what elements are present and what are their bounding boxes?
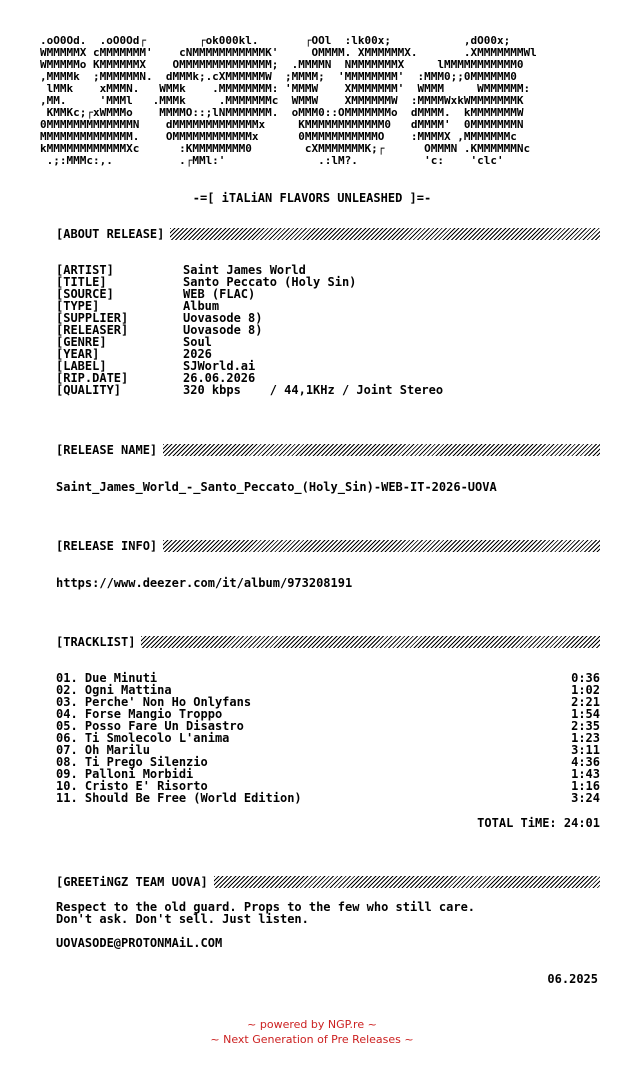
track-row: [56, 792, 600, 804]
track-title: 11. Should Be Free (World Edition): [56, 791, 302, 805]
greetings-heading: [GREETiNGZ TEAM UOVA]: [56, 875, 208, 889]
track-duration: 1:43: [571, 767, 600, 781]
release-name-header: [56, 443, 600, 457]
total-time: TOTAL TiME: 24:01: [477, 816, 600, 830]
tracklist: [56, 672, 600, 804]
about-release-table: [56, 264, 443, 396]
about-row: [56, 324, 443, 336]
track-title: 10. Cristo E' Risorto: [56, 779, 208, 793]
track-title: 01. Due Minuti: [56, 671, 158, 685]
about-value: Album: [183, 299, 220, 313]
track-duration: 2:21: [571, 695, 600, 709]
section-divider-pattern: [141, 636, 600, 648]
about-key: [QUALITY]: [56, 383, 122, 397]
track-duration: 3:24: [571, 791, 600, 805]
section-divider-pattern: [214, 876, 600, 888]
about-value: Santo Peccato (Holy Sin): [183, 275, 357, 289]
release-name-value: Saint_James_World_-_Santo_Peccato_(Holy_Sin)-WEB-IT-2026-UOVA: [56, 480, 497, 494]
about-release-header: [56, 227, 600, 241]
track-title: 05. Posso Fare Un Disastro: [56, 719, 244, 733]
ascii-logo: .oO0Od. .oO0Od┌ ┌ok000kl. ┌OOl :lk00x; ,dO00x; WMMMMMX cMMMMMMM' cNMMMMMMMMMMMK' OMMMM. XMMMMMMX. .XMMMMMMMWl WMMMMMo KMMMMMMX OMMMMMMMMMMMMMM; .MMMMN NMMMMMMMX lMMMMMMMMMMM0 ,MMMMk ;MMMMMMN. dMMMk;.cXMMMMMMW ;MMMM; 'MMMMMMMM' :MMM0;;0MMMMMM0 lMMk xMMMN. WMMk .MMMMMMMM: 'MMMW XMMMMMMM' WMMM WMMMMMM: ,MM. 'MMMl .MMMk .MMMMMMMc WMMW XMMMMMMW :MMMMWxkWMMMMMMMK KMMKc;┌xWMMMo MMMMO::;lNMMMMMMM. oMMM0::OMMMMMMMo dMMMM. kMMMMMMMW 0MMMMMMMMMMMMMN dMMMMMMMMMMMMMx KMMMMMMMMMMMM0 dMMMM' 0MMMMMMMN MMMMMMMMMMMMMM. OMMMMMMMMMMMMx 0MMMMMMMMMMMO :MMMMX ,MMMMMMMc kMMMMMMMMMMMMXc :KMMMMMMMM0 cXMMMMMMMK;┌ OMMMN .KMMMMMMNc .;:MMMc:,. .┌MMl:' .:lM?. 'c: 'clc': [40, 34, 537, 167]
release-info-heading: [RELEASE INFO]: [56, 539, 158, 553]
about-key: [TITLE]: [56, 275, 107, 289]
contact-email[interactable]: UOVASODE@PROTONMAiL.COM: [56, 936, 223, 950]
about-value: Uovasode 8): [183, 311, 263, 325]
release-name-heading: [RELEASE NAME]: [56, 443, 158, 457]
track-title: 06. Ti Smolecolo L'anima: [56, 731, 230, 745]
track-duration: 1:16: [571, 779, 600, 793]
track-title: 02. Ogni Mattina: [56, 683, 172, 697]
about-key: [GENRE]: [56, 335, 107, 349]
about-key: [SOURCE]: [56, 287, 114, 301]
track-title: 08. Ti Prego Silenzio: [56, 755, 208, 769]
about-value: Uovasode 8): [183, 323, 263, 337]
greetings-line-2: Don't ask. Don't sell. Just listen.: [56, 912, 309, 926]
track-duration: 3:11: [571, 743, 600, 757]
tagline: -=[ iTALiAN FLAVORS UNLEASHED ]=-: [192, 191, 432, 205]
about-release-heading: [ABOUT RELEASE]: [56, 227, 165, 241]
track-title: 09. Palloni Morbidi: [56, 767, 194, 781]
about-row: [56, 288, 443, 300]
track-duration: 1:02: [571, 683, 600, 697]
section-divider-pattern: [170, 228, 600, 240]
track-duration: 1:54: [571, 707, 600, 721]
greetings-header: [56, 875, 600, 889]
about-key: [LABEL]: [56, 359, 107, 373]
about-value: 26.06.2026: [183, 371, 256, 385]
greetings-line-1: Respect to the old guard. Props to the few who still care.: [56, 900, 476, 914]
about-key: [RIP.DATE]: [56, 371, 129, 385]
about-key: [SUPPLIER]: [56, 311, 129, 325]
about-key: [YEAR]: [56, 347, 100, 361]
track-duration: 4:36: [571, 755, 600, 769]
about-value: WEB (FLAC): [183, 287, 256, 301]
about-value: Soul: [183, 335, 212, 349]
about-row: [56, 336, 443, 348]
tracklist-heading: [TRACKLIST]: [56, 635, 136, 649]
about-key: [RELEASER]: [56, 323, 129, 337]
section-divider-pattern: [163, 540, 600, 552]
tracklist-header: [56, 635, 600, 649]
release-info-header: [56, 539, 600, 553]
about-row: [56, 384, 443, 396]
track-duration: 1:23: [571, 731, 600, 745]
about-value: SJWorld.ai: [183, 359, 256, 373]
footer-tagline: ~ Next Generation of Pre Releases ~: [210, 1033, 414, 1046]
about-value: Saint James World: [183, 263, 306, 277]
track-duration: 2:35: [571, 719, 600, 733]
about-key: [TYPE]: [56, 299, 100, 313]
footer-powered-by[interactable]: ~ powered by NGP.re ~: [247, 1018, 377, 1031]
track-duration: 0:36: [571, 671, 600, 685]
track-title: 04. Forse Mangio Troppo: [56, 707, 223, 721]
release-date: 06.2025: [547, 972, 598, 986]
track-title: 03. Perche' Non Ho Onlyfans: [56, 695, 252, 709]
section-divider-pattern: [163, 444, 600, 456]
about-key: [ARTIST]: [56, 263, 114, 277]
release-info-url[interactable]: https://www.deezer.com/it/album/973208191: [56, 576, 353, 590]
track-title: 07. Oh Marilu: [56, 743, 150, 757]
about-value: 2026: [183, 347, 212, 361]
about-value: 320 kbps / 44,1KHz / Joint Stereo: [183, 383, 444, 397]
